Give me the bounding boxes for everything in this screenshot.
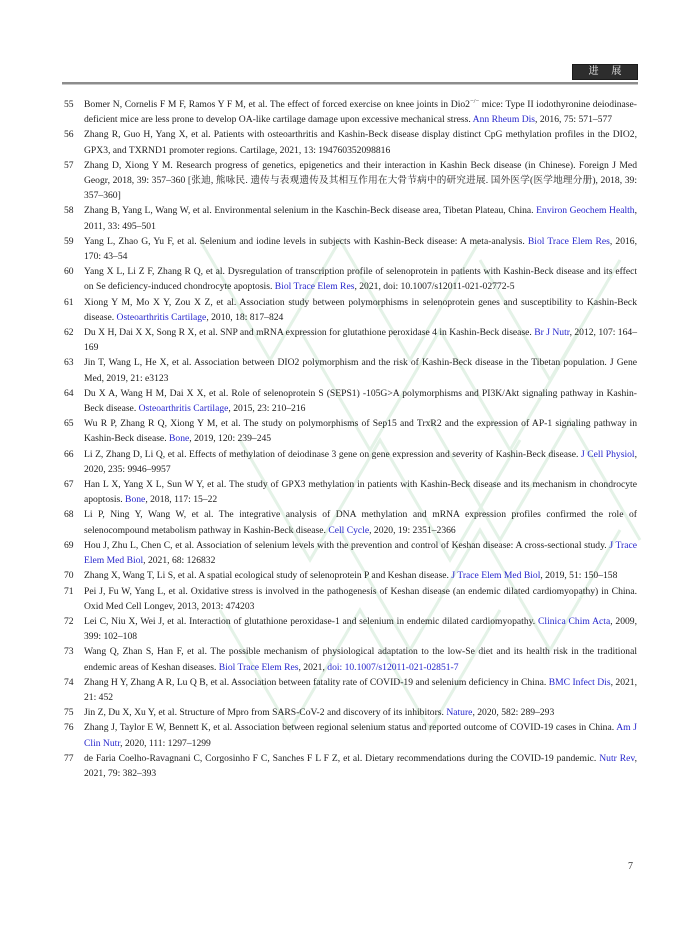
text-segment: , 2010, 18: 817–824 (206, 311, 284, 323)
text-segment: , 2012, 107: 164–169 (84, 327, 637, 354)
text-segment: Zhang D, Xiong Y M. Research progress of genetics, epigenetics and their interaction in Kashin Beck disease (in Chinese). Foreign J Med Geogr, 2018, 39: 357–360 [张迪, 熊咏民. 遗传与表观遗传及其相互作用在大骨节病中的研究进展. 国外医学(医学地理分册), 2018, 39: 357–360] (84, 159, 637, 202)
journal-link[interactable]: Environ Geochem Health (536, 205, 635, 217)
text-segment: , 2021, 68: 126832 (143, 555, 216, 567)
journal-link[interactable]: Cell Cycle (328, 524, 370, 536)
reference-number: 74 (64, 676, 74, 688)
text-segment: , 2020, 582: 289–293 (472, 707, 555, 719)
text-segment: Du X H, Dai X X, Song R X, et al. SNP and mRNA expression for glutathione peroxidase 4 in Kashin-Beck disease. (84, 327, 535, 339)
text-segment: , 2011, 33: 495–501 (84, 205, 637, 232)
text-segment: Jin T, Wang L, He X, et al. Association between DIO2 polymorphism and the risk of Kashin-Beck disease in the Tibetan population. J Gene Med, 2019, 21: e3123 (84, 357, 637, 384)
text-segment: Wu R P, Zhang R Q, Xiong Y M, et al. The study on polymorphisms of Sep15 and TrxR2 and the expression of AP-1 signaling pathway in Kashin-Beck disease. (84, 418, 637, 445)
reference-item (64, 386, 637, 416)
reference-text (84, 205, 637, 231)
reference-item (64, 97, 637, 127)
journal-link[interactable]: J Cell Physiol (581, 448, 635, 460)
reference-text (84, 677, 637, 703)
reference-number: 65 (64, 418, 74, 430)
reference-number: 70 (64, 570, 74, 582)
text-segment: , 2019, 120: 239–245 (189, 433, 272, 445)
reference-number: 66 (64, 448, 74, 460)
reference-text (84, 388, 637, 414)
reference-text (84, 449, 637, 475)
reference-text (84, 753, 637, 779)
reference-number: 67 (64, 479, 74, 491)
journal-link[interactable]: Biol Trace Elem Res (274, 281, 355, 293)
journal-link[interactable]: doi: 10.1007/s12011-021-02851-7 (327, 661, 459, 673)
reference-item (64, 264, 637, 294)
reference-number: 56 (64, 129, 74, 141)
reference-item (64, 644, 637, 674)
reference-number: 55 (64, 99, 74, 110)
reference-number: 77 (64, 752, 74, 764)
reference-text (84, 707, 554, 718)
reference-item (64, 325, 637, 355)
reference-number: 71 (64, 585, 74, 597)
reference-text (84, 616, 637, 642)
reference-item (64, 614, 637, 644)
text-segment: Yang L, Zhao G, Yu F, et al. Selenium and iodine levels in subjects with Kashin-Beck disease: A meta-analysis. (84, 235, 528, 247)
text-segment: Zhang B, Yang L, Wang W, et al. Environmental selenium in the Kaschin-Beck disease area, Tibetan Plateau, China. (84, 205, 537, 217)
reference-list (64, 97, 637, 781)
text-segment: Hou J, Zhu L, Chen C, et al. Association of selenium levels with the prevention and control of Keshan disease: A cross-sectional study. (84, 539, 610, 551)
text-segment: , 2016, 170: 43–54 (84, 235, 637, 263)
reference-text (84, 509, 637, 535)
text-segment: Li Z, Zhang D, Li Q, et al. Effects of methylation of deiodinase 3 gene on gene expression and severity of Kashin-Beck disease. (84, 448, 581, 460)
journal-link[interactable]: Ann Rheum Dis (472, 114, 536, 126)
reference-text (84, 160, 637, 201)
reference-number: 62 (64, 327, 74, 339)
journal-link[interactable]: Bone (125, 494, 146, 506)
reference-text (84, 646, 637, 672)
reference-item (64, 203, 637, 233)
journal-link[interactable]: Osteoarthritis Cartilage (116, 311, 207, 323)
reference-text (84, 129, 637, 155)
reference-number: 76 (64, 722, 74, 734)
reference-item (64, 127, 637, 157)
page-number: 7 (628, 861, 633, 872)
journal-link[interactable]: BMC Infect Dis (548, 676, 611, 688)
text-segment: Xiong Y M, Mo X Y, Zou X Z, et al. Association study between polymorphisms in selenoprotein genes and susceptibility to Kashin-Beck disease. (84, 296, 637, 323)
reference-number: 57 (64, 159, 74, 171)
text-segment: , 2020, 111: 1297–1299 (120, 737, 211, 749)
text-segment: , 2021, (298, 661, 328, 673)
text-segment: , 2016, 75: 571–577 (535, 114, 613, 126)
text-segment: Du X A, Wang H M, Dai X X, et al. Role of selenoprotein S (SEPS1) -105G>A polymorphisms and PI3K/Akt signaling pathway in Kashin-Beck disease. (84, 387, 637, 415)
text-segment: Zhang H Y, Zhang A R, Lu Q B, et al. Association between fatality rate of COVID-19 and selenium deficiency in China. (84, 676, 549, 688)
text-segment: mice: Type II iodothyronine deiodinase-deficient mice are less prone to develop OA-like cartilage damage upon excessive mechanical stress. (84, 99, 637, 126)
reference-number: 60 (64, 266, 74, 278)
reference-item (64, 720, 637, 750)
journal-link[interactable]: Biol Trace Elem Res (218, 661, 299, 673)
reference-item (64, 584, 637, 614)
text-segment: , 2021, 79: 382–393 (84, 752, 637, 779)
reference-text (84, 479, 637, 505)
reference-item (64, 416, 637, 446)
text-segment: Yang X L, Li Z F, Zhang R Q, et al. Dysregulation of transcription profile of selenoprotein in patients with Kashin-Beck disease and its effect on Se deficiency-induced chondrocyte apoptosis. (84, 266, 637, 293)
reference-text (84, 297, 637, 323)
reference-item (64, 538, 637, 568)
reference-number: 68 (64, 509, 74, 521)
reference-text (84, 418, 637, 444)
reference-number: 58 (64, 205, 74, 217)
reference-item (64, 295, 637, 325)
text-segment: Han L X, Yang X L, Sun W Y, et al. The study of GPX3 methylation in patients with Kashin-Beck disease and its mechanism in chondrocyte apoptosis. (84, 479, 637, 506)
text-segment: , 2018, 117: 15–22 (145, 494, 218, 506)
reference-item (64, 447, 637, 477)
journal-link[interactable]: Biol Trace Elem Res (527, 235, 610, 247)
superscript-text: −/− (469, 97, 480, 105)
text-segment: Zhang J, Taylor E W, Bennett K, et al. Association between regional selenium status and reported outcome of COVID-19 cases in China. (84, 722, 617, 734)
reference-text (84, 540, 637, 566)
reference-number: 72 (64, 615, 74, 627)
reference-number: 64 (64, 387, 74, 399)
reference-text (84, 266, 637, 292)
text-segment: de Faria Coelho-Ravagnani C, Corgosinho F C, Sanches F L F Z, et al. Dietary recommendations during the COVID-19 pandemic. (84, 752, 600, 764)
reference-text (84, 357, 637, 383)
text-segment: , 2015, 23: 210–216 (228, 403, 306, 415)
text-segment: , 2019, 51: 150–158 (540, 570, 618, 582)
reference-item (64, 234, 637, 264)
text-segment: Zhang R, Guo H, Yang X, et al. Patients with osteoarthritis and Kashin-Beck disease display distinct CpG methylation profiles in the DIO2, GPX3, and TXRND1 promoter regions. Cartilage, 2021, 13: 194760352098816 (84, 129, 637, 156)
journal-link[interactable]: Nature (446, 707, 473, 719)
reference-item (64, 158, 637, 204)
reference-number: 69 (64, 539, 74, 551)
journal-link[interactable]: J Trace Elem Med Biol (84, 539, 637, 567)
reference-text (84, 236, 637, 262)
reference-number: 63 (64, 357, 74, 369)
reference-item (64, 705, 637, 720)
reference-text (84, 327, 637, 353)
text-segment: Zhang X, Wang T, Li S, et al. A spatial ecological study of selenoprotein P and Keshan disease. (84, 570, 452, 582)
header-rule (62, 82, 638, 85)
reference-item (64, 477, 637, 507)
text-segment: , 2021, doi: 10.1007/s12011-021-02772-5 (354, 281, 515, 293)
reference-item (64, 568, 637, 583)
reference-number: 73 (64, 646, 74, 658)
journal-link[interactable]: Clinica Chim Acta (538, 615, 611, 627)
text-segment: Pei J, Fu W, Yang L, et al. Oxidative stress is involved in the pathogenesis of Keshan disease (an endemic dilated cardiomyopathy) in China. Oxid Med Cell Longev, 2013, 2013: 474203 (84, 585, 637, 612)
reference-item (64, 675, 637, 705)
text-segment: Lei C, Niu X, Wei J, et al. Interaction of glutathione peroxidase-1 and selenium in endemic dilated cardiomyopathy. (84, 615, 538, 627)
reference-text (84, 722, 637, 748)
reference-item (64, 751, 637, 781)
text-segment: Jin Z, Du X, Xu Y, et al. Structure of Mpro from SARS-CoV-2 and discovery of its inhibitors. (84, 707, 447, 719)
journal-link[interactable]: Bone (169, 433, 190, 445)
section-tag: 进 展 (572, 64, 638, 80)
text-segment: Wang Q, Zhan S, Han F, et al. The possible mechanism of physiological adaptation to the low-Se diet and its health risk in the traditional endemic areas of Keshan diseases. (84, 646, 637, 673)
journal-link[interactable]: Osteoarthritis Cartilage (138, 403, 229, 415)
journal-link[interactable]: Nutr Rev (599, 752, 635, 764)
reference-text (84, 570, 617, 581)
journal-link[interactable]: J Trace Elem Med Biol (451, 570, 541, 582)
reference-item (64, 355, 637, 385)
reference-number: 61 (64, 296, 74, 308)
text-segment: , 2020, 235: 9946–9957 (84, 448, 637, 475)
reference-text (84, 586, 637, 612)
journal-link[interactable]: Am J Clin Nutr (84, 722, 637, 749)
reference-item (64, 507, 637, 537)
journal-link[interactable]: Br J Nutr (534, 327, 570, 339)
text-segment: , 2020, 19: 2351–2366 (369, 524, 456, 536)
reference-number: 59 (64, 235, 74, 247)
text-segment: Bomer N, Cornelis F M F, Ramos Y F M, et al. The effect of forced exercise on knee joints in Dio2 (84, 99, 470, 110)
text-segment: , 2009, 399: 102–108 (84, 615, 638, 643)
reference-text (84, 99, 637, 125)
text-segment: Li P, Ning Y, Wang W, et al. The integrative analysis of DNA methylation and mRNA expression profiles confirmed the role of selenocompound metabolism pathway in Kashin-Beck disease. (84, 509, 637, 536)
text-segment: , 2021, 21: 452 (84, 676, 637, 703)
reference-number: 75 (64, 707, 74, 719)
